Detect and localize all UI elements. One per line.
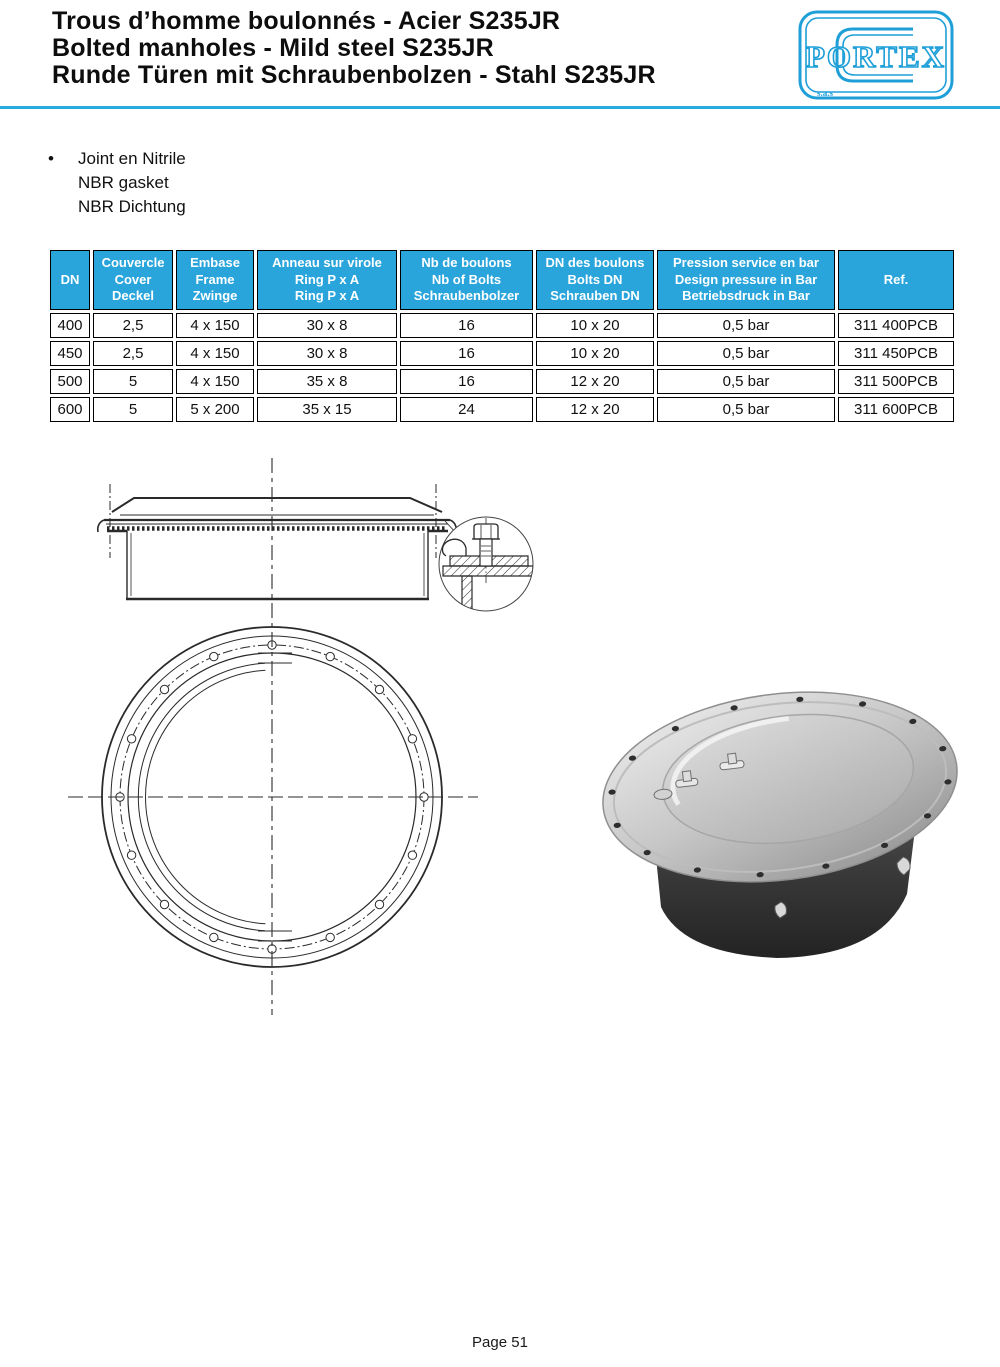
table-cell: 16: [400, 341, 533, 366]
table-cell: 2,5: [93, 313, 173, 338]
table-cell: 4 x 150: [176, 369, 254, 394]
table-header-cell-0: DN: [50, 250, 90, 310]
bolt-hole-icon: [375, 685, 383, 693]
bolt-hole-icon: [408, 735, 416, 743]
bolt-detail-circle: [439, 517, 533, 612]
spec-table-head: [50, 250, 954, 310]
table-cell: 4 x 150: [176, 341, 254, 366]
table-cell: 35 x 15: [257, 397, 397, 422]
portex-logo-subtext: s.a.s: [817, 88, 834, 98]
page-title-block: [52, 8, 656, 89]
product-photo: [585, 672, 980, 997]
bolt-hole-icon: [408, 851, 416, 859]
bolt-hole-icon: [210, 933, 218, 941]
table-cell: 5: [93, 397, 173, 422]
table-header-cell-2: Embase Frame Zwinge: [176, 250, 254, 310]
bullet-icon: •: [48, 149, 54, 168]
bolt-hole-icon: [127, 735, 135, 743]
table-cell: 450: [50, 341, 90, 366]
table-cell: 2,5: [93, 341, 173, 366]
bolt-hole-icon: [160, 900, 168, 908]
table-cell: 311 600PCB: [838, 397, 954, 422]
bolt-hole-icon: [160, 685, 168, 693]
table-header-cell-1: Couvercle Cover Deckel: [93, 250, 173, 310]
table-cell: 30 x 8: [257, 341, 397, 366]
table-cell: 10 x 20: [536, 313, 654, 338]
page-title-en: Bolted manholes - Mild steel S235JR: [52, 34, 494, 62]
page-number: Page 51: [472, 1334, 528, 1351]
table-cell: 0,5 bar: [657, 341, 835, 366]
note-text-fr: Joint en Nitrile: [78, 149, 186, 168]
table-cell: 35 x 8: [257, 369, 397, 394]
spec-table: [47, 247, 957, 425]
table-cell: 0,5 bar: [657, 397, 835, 422]
table-row-3: [50, 397, 954, 422]
table-header-cell-5: DN des boulons Bolts DN Schrauben DN: [536, 250, 654, 310]
table-cell: 16: [400, 313, 533, 338]
portex-logo: [795, 5, 963, 107]
table-header-cell-7: Ref.: [838, 250, 954, 310]
bolt-hole-icon: [326, 652, 334, 660]
table-row-1: [50, 341, 954, 366]
portex-logo-text: PORTEX: [805, 39, 947, 74]
note-text-en: NBR gasket: [78, 173, 169, 192]
technical-drawing: [55, 450, 555, 1030]
note-line-de: [48, 195, 186, 219]
gasket-notes: [48, 147, 186, 219]
note-text-de: NBR Dichtung: [78, 197, 186, 216]
spec-table-wrap: [47, 247, 955, 425]
product-photo-svg: [585, 672, 980, 992]
table-cell: 12 x 20: [536, 369, 654, 394]
table-header-cell-4: Nb de boulons Nb of Bolts Schraubenbolzer: [400, 250, 533, 310]
header-rule: [0, 106, 1000, 109]
table-cell: 5 x 200: [176, 397, 254, 422]
table-header-cell-6: Pression service en bar Design pressure in Bar Betriebsdruck in Bar: [657, 250, 835, 310]
bolt-hole-icon: [127, 851, 135, 859]
photo-lid: [592, 673, 968, 901]
bolt-hole-icon: [375, 900, 383, 908]
table-cell: 24: [400, 397, 533, 422]
note-line-fr: [48, 147, 186, 171]
bolt-hole-icon: [210, 652, 218, 660]
table-row-0: [50, 313, 954, 338]
bolt-hole-icon: [326, 933, 334, 941]
table-cell: 30 x 8: [257, 313, 397, 338]
table-row-2: [50, 369, 954, 394]
table-cell: 16: [400, 369, 533, 394]
portex-logo-graphic: [795, 5, 963, 107]
note-line-en: [48, 171, 186, 195]
page-title-fr: Trous d’homme boulonnés - Acier S235JR: [52, 7, 561, 35]
table-cell: 311 400PCB: [838, 313, 954, 338]
table-cell: 10 x 20: [536, 341, 654, 366]
page-title-de: Runde Türen mit Schraubenbolzen - Stahl S235JR: [52, 61, 656, 89]
top-view-drawing: [68, 458, 478, 1015]
table-cell: 4 x 150: [176, 313, 254, 338]
spec-table-body: [50, 313, 954, 422]
table-cell: 600: [50, 397, 90, 422]
table-cell: 5: [93, 369, 173, 394]
table-cell: 0,5 bar: [657, 313, 835, 338]
technical-drawing-svg: [55, 450, 555, 1025]
table-cell: 400: [50, 313, 90, 338]
table-cell: 12 x 20: [536, 397, 654, 422]
table-cell: 311 500PCB: [838, 369, 954, 394]
table-cell: 0,5 bar: [657, 369, 835, 394]
side-view-drawing: [98, 484, 457, 599]
table-cell: 500: [50, 369, 90, 394]
table-cell: 311 450PCB: [838, 341, 954, 366]
table-header-cell-3: Anneau sur virole Ring P x A Ring P x A: [257, 250, 397, 310]
